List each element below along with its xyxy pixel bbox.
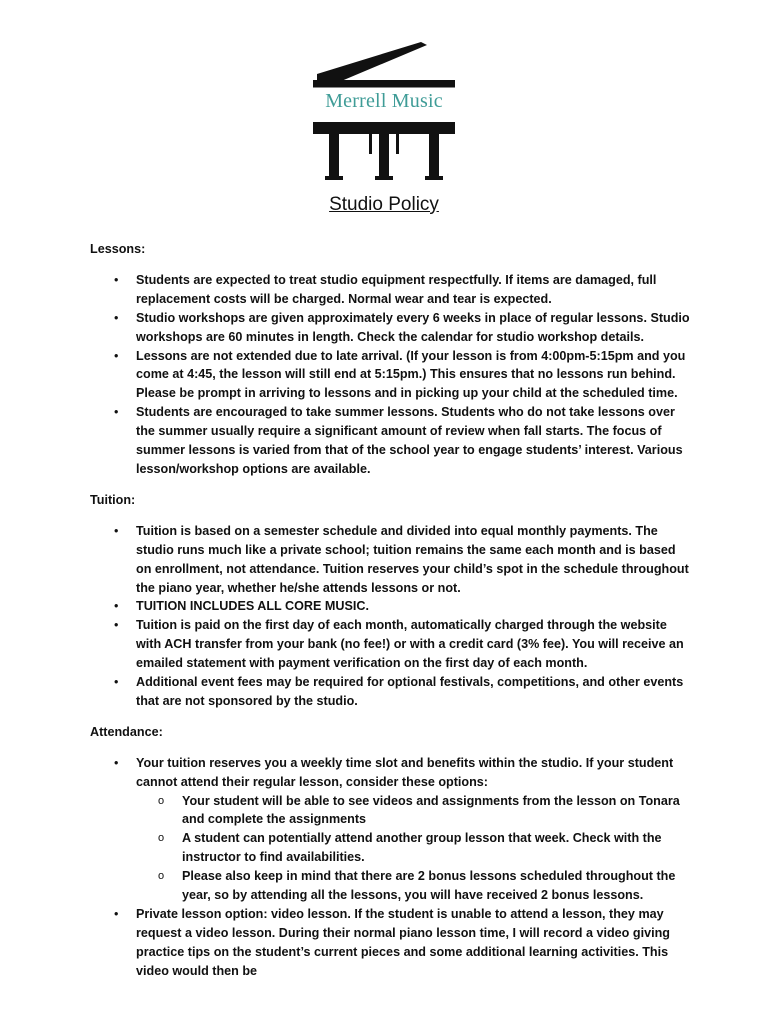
sub-list-item-text: Your student will be able to see videos and assignments from the lesson on Tonara and complete the assignments xyxy=(182,793,680,827)
bullet-icon: • xyxy=(114,618,119,633)
bullet-icon: • xyxy=(114,405,119,420)
bullet-icon: • xyxy=(114,599,119,614)
lessons-list xyxy=(90,271,690,479)
list-item-text: Private lesson option: video lesson. If the student is unable to attend a lesson, they may request a video lesson. During their normal piano lesson time, I will record a video giving practice tips on the student’s current pieces and some additional learning activities. This video would then be xyxy=(136,907,670,978)
bullet-icon: • xyxy=(114,523,119,538)
merrell-music-logo xyxy=(309,38,459,186)
bullet-icon: • xyxy=(114,907,119,921)
circle-bullet-icon: o xyxy=(158,832,165,845)
list-item xyxy=(90,403,690,479)
list-item xyxy=(90,754,690,905)
list-item-text: Lessons are not extended due to late arrival. (If your lesson is from 4:00pm-5:15pm and you come at 4:45, the lesson will still end at 5:15pm.) This ensures that no lessons run behind. Please be prompt in arriving to lessons and in picking up your child at the scheduled time. xyxy=(136,348,686,401)
attendance-list xyxy=(90,754,690,981)
list-item xyxy=(90,597,690,616)
list-item-text: Tuition is paid on the first day of each month, automatically charged through the website with ACH transfer from your bank (no fee!) or with a credit card (3% fee). You will receive an emailed statement with payment verification on the first day of each month. xyxy=(136,618,684,671)
list-item-text: Students are encouraged to take summer lessons. Students who do not take lessons over the summer usually require a significant amount of review when fall starts. The focus of summer lessons is varied from that of the school year to engage students’ interest. Various lesson/workshop options are available. xyxy=(136,405,683,476)
page-title: Studio Policy xyxy=(329,194,439,215)
circle-bullet-icon: o xyxy=(158,794,165,807)
bullet-icon: • xyxy=(114,272,119,287)
list-item xyxy=(90,616,690,673)
list-item-text: Your tuition reserves you a weekly time slot and benefits within the studio. If your student cannot attend their regular lesson, consider these options: xyxy=(136,755,674,789)
policy-content xyxy=(90,240,690,993)
list-item xyxy=(90,309,690,347)
logo-wordmark: Merrell Music xyxy=(325,90,443,112)
list-item xyxy=(90,673,690,711)
sub-list-item-text: Please also keep in mind that there are 2 bonus lessons scheduled throughout the year, so by attending all the lessons, you will have received 2 bonus lessons. xyxy=(182,869,676,903)
section-heading-tuition: Tuition: xyxy=(90,492,136,507)
list-item xyxy=(90,271,690,309)
list-item xyxy=(90,905,690,981)
list-item-text: Studio workshops are given approximately every 6 weeks in place of regular lessons. Studio workshops are 60 minutes in length. Check the calendar for studio workshop details. xyxy=(136,310,690,344)
list-item xyxy=(90,347,690,404)
tuition-list xyxy=(90,522,690,711)
bullet-icon: • xyxy=(114,675,119,690)
list-item-text: Additional event fees may be required for optional festivals, competitions, and other events that are not sponsored by the studio. xyxy=(136,675,684,708)
sub-list-item xyxy=(136,792,690,830)
list-item-text: Students are expected to treat studio equipment respectfully. If items are damaged, full replacement costs will be charged. Normal wear and tear is expected. xyxy=(136,272,657,306)
circle-bullet-icon: o xyxy=(158,870,165,883)
bullet-icon: • xyxy=(114,348,119,363)
section-heading-lessons: Lessons: xyxy=(90,242,146,256)
bullet-icon: • xyxy=(114,310,119,325)
list-item-text: Tuition is based on a semester schedule and divided into equal monthly payments. The studio runs much like a private school; tuition remains the same each month and is based on enrollment, not attendance. Tuition reserves your child’s spot in the schedule throughout the piano year, whether he/she attends lessons or not. xyxy=(136,523,689,595)
bullet-icon: • xyxy=(114,755,119,770)
sub-list xyxy=(136,792,690,905)
section-heading-attendance: Attendance: xyxy=(90,724,163,739)
list-item xyxy=(90,522,690,598)
sub-list-item-text: A student can potentially attend another group lesson that week. Check with the instructor to find availabilities. xyxy=(182,831,662,865)
sub-list-item xyxy=(136,829,690,867)
sub-list-item xyxy=(136,867,690,905)
list-item-text: TUITION INCLUDES ALL CORE MUSIC. xyxy=(136,599,369,614)
